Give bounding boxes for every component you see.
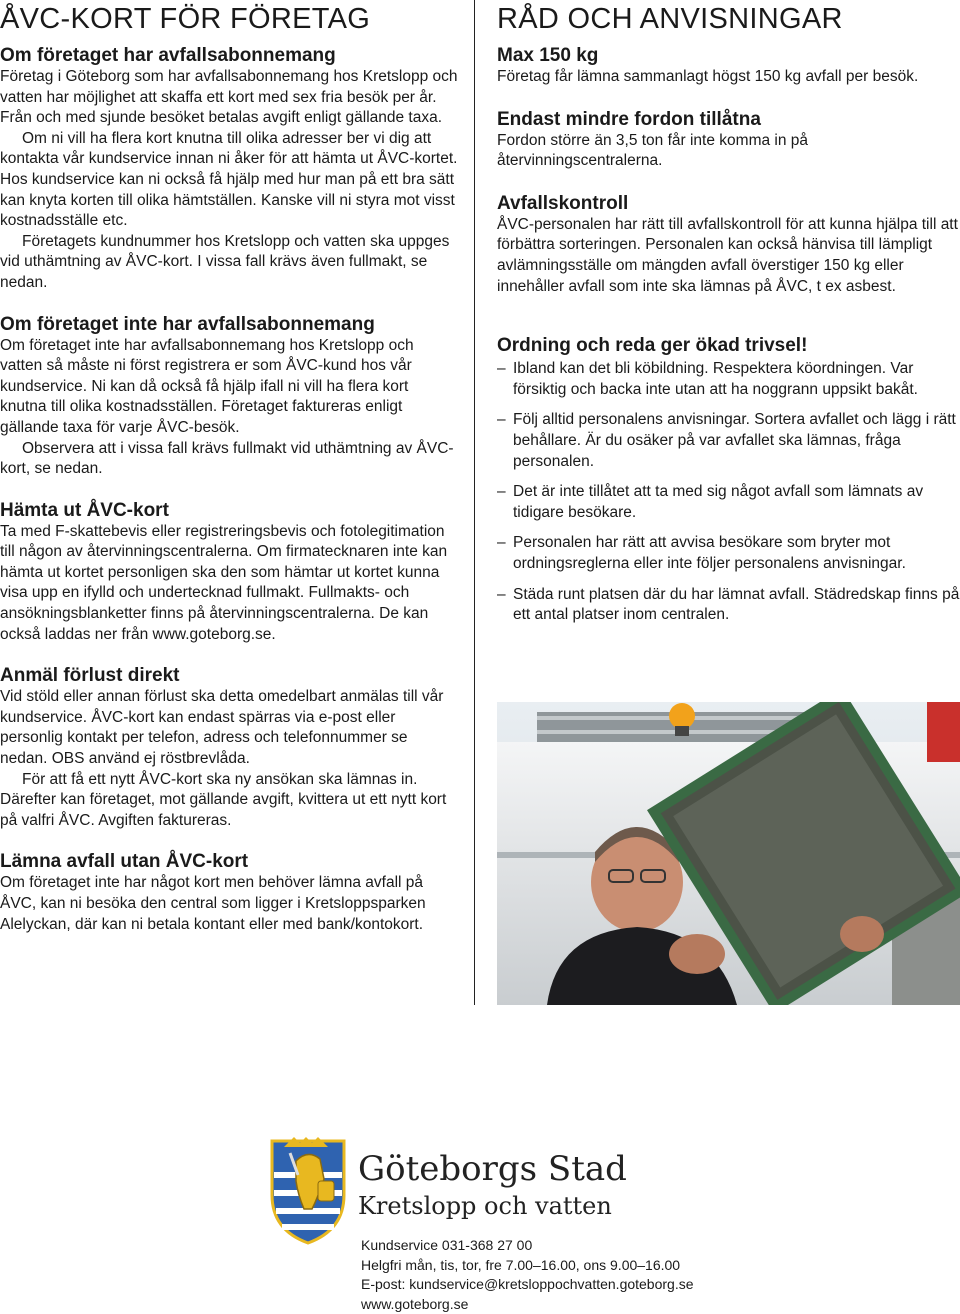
section-title: Lämna avfall utan ÅVC-kort <box>0 851 458 873</box>
city-coat-of-arms-icon <box>268 1135 348 1245</box>
website-link[interactable]: www.goteborg.se <box>361 1295 781 1314</box>
advice-max-weight <box>497 45 960 88</box>
left-column <box>0 0 458 935</box>
list-item: – Följ alltid personalens anvisningar. Sortera avfallet och lägg i rätt behållare. Är du osäker på var avfallet ska lämnas, fråga personalen. <box>497 410 960 472</box>
section-title: Ordning och reda ger ökad trivsel! <box>497 335 960 357</box>
section-collect-card <box>0 500 458 646</box>
section-title: Om företaget har avfallsabonnemang <box>0 45 458 67</box>
logo-name: Göteborgs Stad <box>358 1149 627 1189</box>
paragraph: Om företaget inte har något kort men behöver lämna avfall på ÅVC, kan ni besöka den central som ligger i Kretsloppsparken Alelyckan, där kan ni betala kontant eller med bank/kontokort. <box>0 873 458 935</box>
advice-small-vehicles <box>497 109 960 172</box>
list-item: – Ibland kan det bli köbildning. Respektera köordningen. Var försiktig och backa inte utan att ha noggrann uppsikt bakåt. <box>497 359 960 400</box>
email-line: E-post: kundservice@kretsloppochvatten.goteborg.se <box>361 1275 781 1295</box>
right-column <box>497 0 960 636</box>
advice-waste-control <box>497 193 960 297</box>
paragraph: Vid stöld eller annan förlust ska detta omedelbart anmälas till vår kundservice. ÅVC-kort kan endast spärras via e-post eller personlig kontakt per telefon, adress och telefonnummer se nedan. OBS använd ej röstbrevlåda. <box>0 687 458 769</box>
section-title: Hämta ut ÅVC-kort <box>0 500 458 522</box>
paragraph: Företag i Göteborg som har avfallsabonnemang hos Kretslopp och vatten har möjlighet att skaffa ett kort med sex fria besök per år. Från och med sjunde besöket betalas avgift enligt gällande taxa. <box>0 67 458 129</box>
section-report-loss <box>0 665 458 831</box>
rules-list <box>497 359 960 626</box>
contact-info <box>361 1236 781 1314</box>
section-title: Anmäl förlust direkt <box>0 665 458 687</box>
paragraph: Företag får lämna sammanlagt högst 150 kg avfall per besök. <box>497 67 960 88</box>
paragraph: Om ni vill ha flera kort knutna till olika adresser ber vi dig att kontakta vår kundservice innan ni åker för att hämta ut ÅVC-kortet. Hos kundservice kan ni också få hjälp med hur man på ett bra sätt kan knyta korten till olika hämtställen. Kanske vill ni styra mot visst kostnadsställe etc. <box>0 129 458 232</box>
section-without-subscription <box>0 314 458 480</box>
paragraph: Om företaget inte har avfallsabonnemang hos Kretslopp och vatten så måste ni först registrera er som ÅVC-kund hos vår kundservice. Ni kan då också få hjälp ifall ni vill ha flera kort knutna till olika kostnadsställen. Företaget faktureras enligt gällande taxa för varje ÅVC-besök. <box>0 336 458 439</box>
goteborgs-stad-logo <box>268 1135 728 1245</box>
section-with-subscription <box>0 45 458 294</box>
list-item: – Städa runt platsen där du har lämnat avfall. Städredskap finns på ett antal platser inom centralen. <box>497 585 960 626</box>
advice-heading: RÅD OCH ANVISNINGAR <box>497 2 960 36</box>
page-title: ÅVC-KORT FÖR FÖRETAG <box>0 2 458 36</box>
hours-line: Helgfri mån, tis, tor, fre 7.00–16.00, ons 9.00–16.00 <box>361 1256 781 1276</box>
column-divider <box>474 0 475 1005</box>
list-item: – Det är inte tillåtet att ta med sig något avfall som lämnats av tidigare besökare. <box>497 482 960 523</box>
worker-photo-illustration <box>497 702 960 1005</box>
section-title: Avfallskontroll <box>497 193 960 215</box>
paragraph: Företagets kundnummer hos Kretslopp och vatten ska uppges vid uthämtning av ÅVC-kort. I vissa fall krävs även fullmakt, se nedan. <box>0 232 458 294</box>
section-without-card <box>0 851 458 935</box>
phone-line: Kundservice 031-368 27 00 <box>361 1236 781 1256</box>
advice-order <box>497 335 960 626</box>
section-title: Om företaget inte har avfallsabonnemang <box>0 314 458 336</box>
paragraph: För att få ett nytt ÅVC-kort ska ny ansökan ska lämnas in. Därefter kan företaget, mot gällande avgift, kvittera ut ett nytt kort på valfri ÅVC. Avgiften faktureras. <box>0 770 458 832</box>
worker-photo <box>497 702 960 1005</box>
paragraph: Fordon större än 3,5 ton får inte komma in på återvinningscentralerna. <box>497 131 960 172</box>
section-title: Max 150 kg <box>497 45 960 67</box>
section-title: Endast mindre fordon tillåtna <box>497 109 960 131</box>
list-item: – Personalen har rätt att avvisa besökare som bryter mot ordningsreglerna eller inte följer personalens anvisningar. <box>497 533 960 574</box>
paragraph: Ta med F-skattebevis eller registreringsbevis och fotolegitimation till någon av återvinningscentralerna. Om firmatecknaren inte kan hämta ut kortet personligen ska den som hämtar ut kortet kunna visa upp en ifylld och undertecknad fullmakt. Fullmakts- och ansökningsblanketter finns på återvinningscentralerna. De kan också laddas ner från www.goteborg.se. <box>0 522 458 646</box>
logo-subtitle: Kretslopp och vatten <box>358 1191 612 1221</box>
paragraph: Observera att i vissa fall krävs fullmakt vid uthämtning av ÅVC-kort, se nedan. <box>0 439 458 480</box>
paragraph: ÅVC-personalen har rätt till avfallskontroll för att kunna hjälpa till att förbättra sorteringen. Personalen kan också hänvisa till lämpligt avlämningsställe om mängden avfall överstiger 150 kg eller innehåller avfall som inte ska lämnas på ÅVC, t ex asbest. <box>497 215 960 297</box>
